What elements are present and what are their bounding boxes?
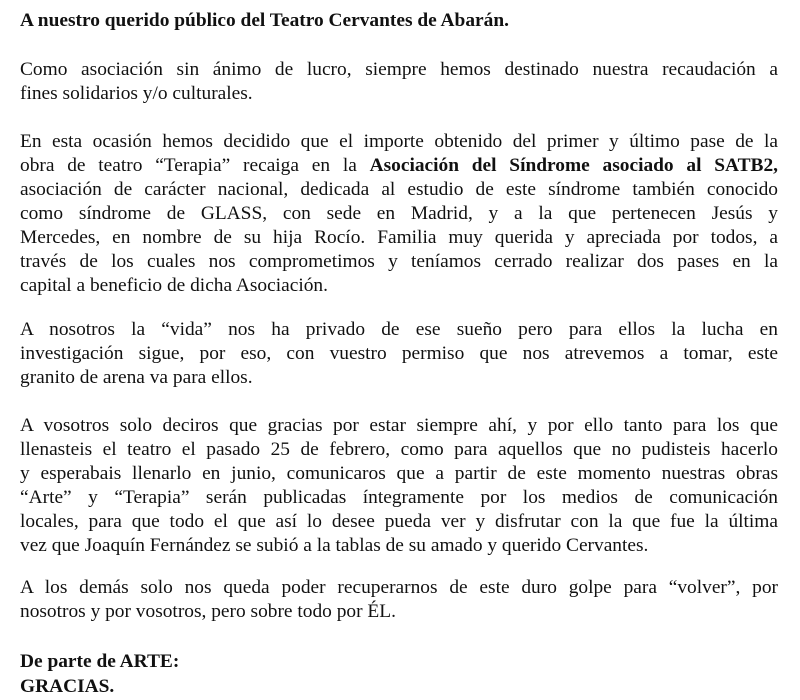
- text-line: través de los cuales nos comprometimos y teníamos cerrado realizar dos pases en la: [20, 251, 778, 272]
- text-line: llenasteis el teatro el pasado 25 de febrero, como para aquellos que no pudisteis hacerlo: [20, 439, 778, 460]
- text-line: A vosotros solo deciros que gracias por estar siempre ahí, y por ello tanto para los que: [20, 415, 778, 436]
- signoff: [20, 649, 179, 699]
- association-name: Asociación del Síndrome asociado al SATB2,: [369, 155, 779, 176]
- text-line: capital a beneficio de dicha Asociación.: [20, 275, 328, 296]
- text-segment: obra de teatro “Terapia” recaiga en la: [20, 155, 370, 176]
- text-line: “Arte” y “Terapia” serán publicadas íntegramente por los medios de comunicación: [20, 487, 778, 508]
- text-line: fines solidarios y/o culturales.: [20, 83, 253, 104]
- text-line: investigación sigue, por eso, con vuestro permiso que nos atrevemos a tomar, este: [20, 343, 778, 364]
- paragraph-thanks: [20, 414, 778, 558]
- text-line: y esperabais llenarlo en junio, comunicaros que a partir de este momento nuestras obras: [20, 463, 778, 484]
- paragraph-closing: [20, 576, 778, 624]
- text-line: locales, para que todo el que así lo desee pueda ver y disfrutar con la que fue la última: [20, 511, 778, 532]
- text-line: vez que Joaquín Fernández se subió a la tablas de su amado y querido Cervantes.: [20, 535, 649, 556]
- signoff-from: De parte de ARTE:: [20, 651, 180, 672]
- text-line: Como asociación sin ánimo de lucro, siempre hemos destinado nuestra recaudación a: [20, 59, 778, 80]
- text-line: [20, 154, 778, 178]
- text-line: A nosotros la “vida” nos ha privado de ese sueño pero para ellos la lucha en: [20, 319, 778, 340]
- text-line: En esta ocasión hemos decidido que el importe obtenido del primer y último pase de la: [20, 131, 778, 152]
- signoff-thanks: GRACIAS.: [20, 676, 115, 697]
- paragraph-intro: [20, 58, 778, 106]
- text-line: nosotros y por vosotros, pero sobre todo por ÉL.: [20, 601, 396, 622]
- paragraph-research: [20, 318, 778, 390]
- text-line: asociación de carácter nacional, dedicada al estudio de este síndrome también conocido: [20, 179, 778, 200]
- paragraph-donation: [20, 130, 778, 298]
- text-line: Mercedes, en nombre de su hija Rocío. Familia muy querida y apreciada por todos, a: [20, 227, 778, 248]
- text-line: A los demás solo nos queda poder recuperarnos de este duro golpe para “volver”, por: [20, 577, 778, 598]
- letter-title: A nuestro querido público del Teatro Cervantes de Abarán.: [20, 10, 509, 31]
- text-line: granito de arena va para ellos.: [20, 367, 253, 388]
- text-line: como síndrome de GLASS, con sede en Madrid, y a la que pertenecen Jesús y: [20, 203, 778, 224]
